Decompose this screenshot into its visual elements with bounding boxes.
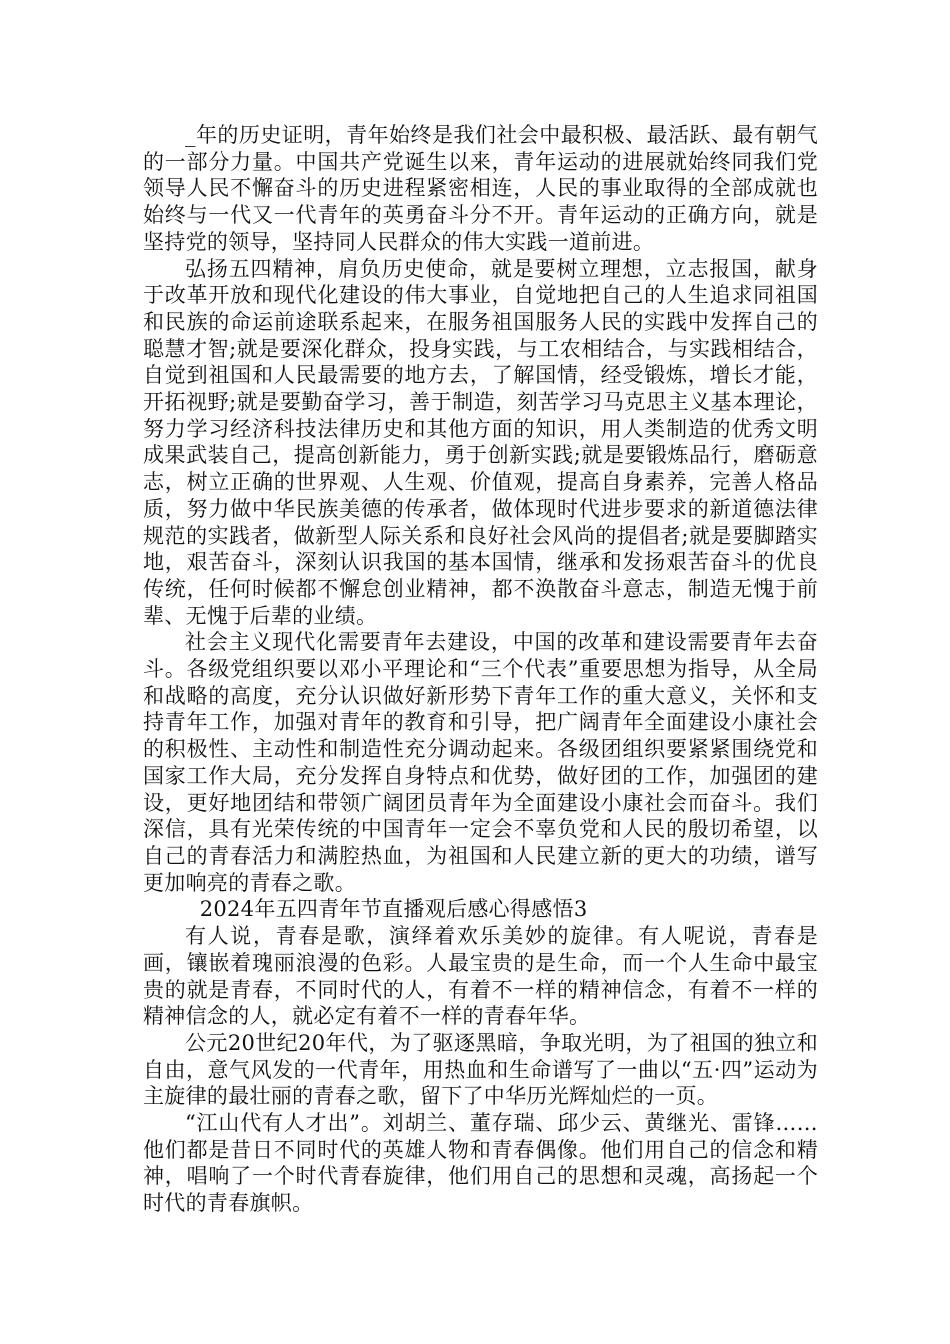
document-body — [143, 122, 818, 1217]
paragraph-youth-is-song: 有人说，青春是歌，演绎着欢乐美妙的旋律。有人呢说，青春是画，镶嵌着瑰丽浪漫的色彩。人最宝贵的是生命，而一个人生命中最宝贵的就是青春，不同时代的人，有着不一样的精神信念，有着不一样的精神信念的人，就必定有着不一样的青春年华。 — [143, 924, 818, 1029]
paragraph-socialist-modernization: 社会主义现代化需要青年去建设，中国的改革和建设需要青年去奋斗。各级党组织要以邓小平理论和“三个代表”重要思想为指导，从全局和战略的高度，充分认识做好新形势下青年工作的重大意义，关怀和支持青年工作，加强对青年的教育和引导，把广阔青年全面建设小康社会的积极性、主动性和制造性充分调动起来。各级团组织要紧紧围绕党和国家工作大局，充分发挥自身特点和优势，做好团的工作，加强团的建设，更好地团结和带领广阔团员青年为全面建设小康社会而奋斗。我们深信，具有光荣传统的中国青年一定会不辜负党和人民的殷切希望，以自己的青春活力和满腔热血，为祖国和人民建立新的更大的功绩，谱写更加响亮的青春之歌。 — [143, 630, 818, 895]
section-heading: 2024年五四青年节直播观后感心得感悟3 — [199, 897, 588, 922]
paragraph-heroes: “江山代有人才出”。刘胡兰、董存瑞、邱少云、黄继光、雷锋……他们都是昔日不同时代的英雄人物和青春偶像。他们用自己的信念和精神，唱响了一个时代青春旋律，他们用自己的思想和灵魂，高扬起一个时代的青春旗帜。 — [143, 1111, 818, 1216]
paragraph-history-proof: _年的历史证明，青年始终是我们社会中最积极、最活跃、最有朝气的一部分力量。中国共产党诞生以来，青年运动的进展就始终同我们党领导人民不懈奋斗的历史进程紧密相连，人民的事业取得的全部成就也始终与一代又一代青年的英勇奋斗分不开。青年运动的正确方向，就是坚持党的领导，坚持同人民群众的伟大实践一道前进。 — [143, 123, 818, 254]
paragraph-1920s: 公元20世纪20年代，为了驱逐黑暗，争取光明，为了祖国的独立和自由，意气风发的一代青年，用热血和生命谱写了一曲以“五·四”运动为主旋律的最壮丽的青春之歌，留下了中华历光辉灿烂的一页。 — [143, 1030, 818, 1109]
paragraph-may-fourth-spirit: 弘扬五四精神，肩负历史使命，就是要树立理想，立志报国，献身于改革开放和现代化建设的伟大事业，自觉地把自己的人生追求同祖国和民族的命运前途联系起来，在服务祖国服务人民的实践中发挥自己的聪慧才智;就是要深化群众，投身实践，与工农相结合，与实践相结合，自觉到祖国和人民最需要的地方去，了解国情，经受锻炼，增长才能，开拓视野;就是要勤奋学习，善于制造，刻苦学习马克思主义基本理论，努力学习经济科技法律历史和其他方面的知识，用人类制造的优秀文明成果武装自己，提高创新能力，勇于创新实践;就是要锻炼品行，磨砺意志，树立正确的世界观、人生观、价值观，提高自身素养，完善人格品质，努力做中华民族美德的传承者，做体现时代进步要求的新道德法律规范的实践者，做新型人际关系和良好社会风尚的提倡者;就是要脚踏实地，艰苦奋斗，深刻认识我国的基本国情，继承和发扬艰苦奋斗的优良传统，任何时候都不懈怠创业精神，都不涣散奋斗意志，制造无愧于前辈、无愧于后辈的业绩。 — [143, 256, 818, 628]
